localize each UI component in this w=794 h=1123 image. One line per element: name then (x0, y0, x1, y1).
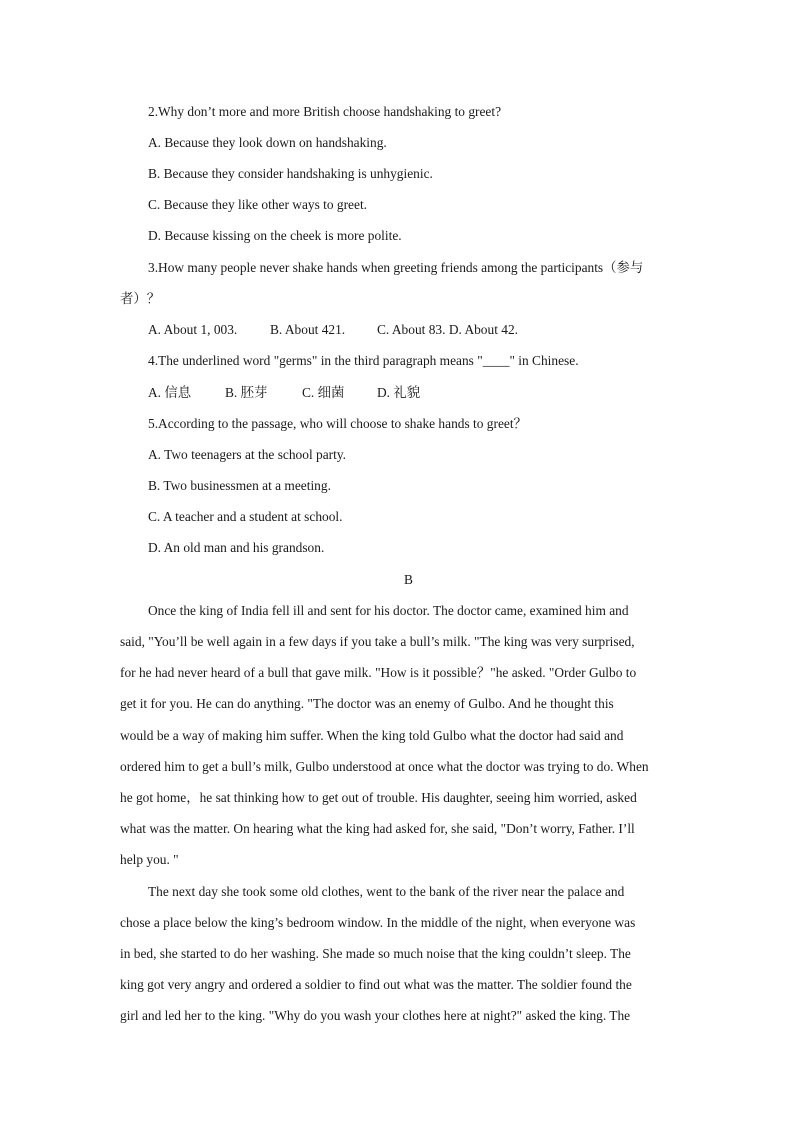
paragraph-2-line-1: The next day she took some old clothes, went to the bank of the river near the palace and (148, 884, 625, 899)
paragraph-2-line-5: girl and led her to the king. "Why do you wash your clothes here at night?" asked the king. The (120, 1008, 631, 1023)
question-4-option-b: B. 胚芽 (225, 385, 268, 400)
question-2-option-a: A. Because they look down on handshaking. (148, 135, 387, 150)
question-3-option-a: A. About 1, 003. (148, 322, 238, 337)
paragraph-2-line-2: chose a place below the king’s bedroom window. In the middle of the night, when everyone was (120, 915, 636, 930)
question-5-option-a: A. Two teenagers at the school party. (148, 447, 347, 462)
question-4-options (148, 385, 420, 401)
paragraph-1-line-2: said, "You’ll be well again in a few days if you take a bull’s milk. "The king was very surprised, (120, 634, 635, 649)
question-2-option-d: D. Because kissing on the cheek is more polite. (148, 228, 402, 243)
paragraph-1-line-1: Once the king of India fell ill and sent for his doctor. The doctor came, examined him and (148, 603, 629, 618)
question-4-option-c: C. 细菌 (302, 385, 345, 400)
paragraph-1-line-3: for he had never heard of a bull that gave milk. "How is it possible？"he asked. "Order Gulbo to (120, 665, 637, 680)
section-b-heading: B (404, 572, 413, 587)
question-2-option-b: B. Because they consider handshaking is unhygienic. (148, 166, 433, 181)
question-5-option-d: D. An old man and his grandson. (148, 540, 325, 555)
question-3-option-c: C. About 83. (377, 322, 446, 337)
paragraph-1-line-8: what was the matter. On hearing what the king had asked for, she said, "Don’t worry, Father. I’ll (120, 821, 635, 836)
question-3-option-b: B. About 421. (270, 322, 346, 337)
question-4-option-d: D. 礼貌 (377, 385, 421, 400)
paragraph-1-line-4: get it for you. He can do anything. "The doctor was an enemy of Gulbo. And he thought this (120, 696, 614, 711)
paragraph-1-line-6: ordered him to get a bull’s milk, Gulbo understood at once what the doctor was trying to do. When (120, 759, 649, 774)
question-3-stem-continued: 者）？ (120, 291, 161, 306)
question-2-stem: 2.Why don’t more and more British choose handshaking to greet? (148, 104, 502, 119)
paragraph-1-line-5: would be a way of making him suffer. When the king told Gulbo what the doctor had said and (120, 728, 624, 743)
question-3-options (148, 322, 518, 338)
question-5-stem: 5.According to the passage, who will choose to shake hands to greet？ (148, 416, 527, 431)
paragraph-1-line-7: he got home，he sat thinking how to get out of trouble. His daughter, seeing him worried, asked (120, 790, 637, 805)
question-5-option-c: C. A teacher and a student at school. (148, 509, 343, 524)
question-2-option-c: C. Because they like other ways to greet. (148, 197, 368, 212)
paragraph-1-line-9: help you. " (120, 852, 179, 867)
question-3-option-d: D. About 42. (448, 322, 519, 337)
question-4-option-a: A. 信息 (148, 385, 192, 400)
question-3-stem: 3.How many people never shake hands when greeting friends among the participants（参与 (148, 260, 644, 275)
paragraph-2-line-4: king got very angry and ordered a soldier to find out what was the matter. The soldier found the (120, 977, 632, 992)
question-5-option-b: B. Two businessmen at a meeting. (148, 478, 331, 493)
question-4-stem: 4.The underlined word "germs" in the third paragraph means "____" in Chinese. (148, 353, 579, 368)
paragraph-2-line-3: in bed, she started to do her washing. She made so much noise that the king couldn’t sleep. The (120, 946, 631, 961)
